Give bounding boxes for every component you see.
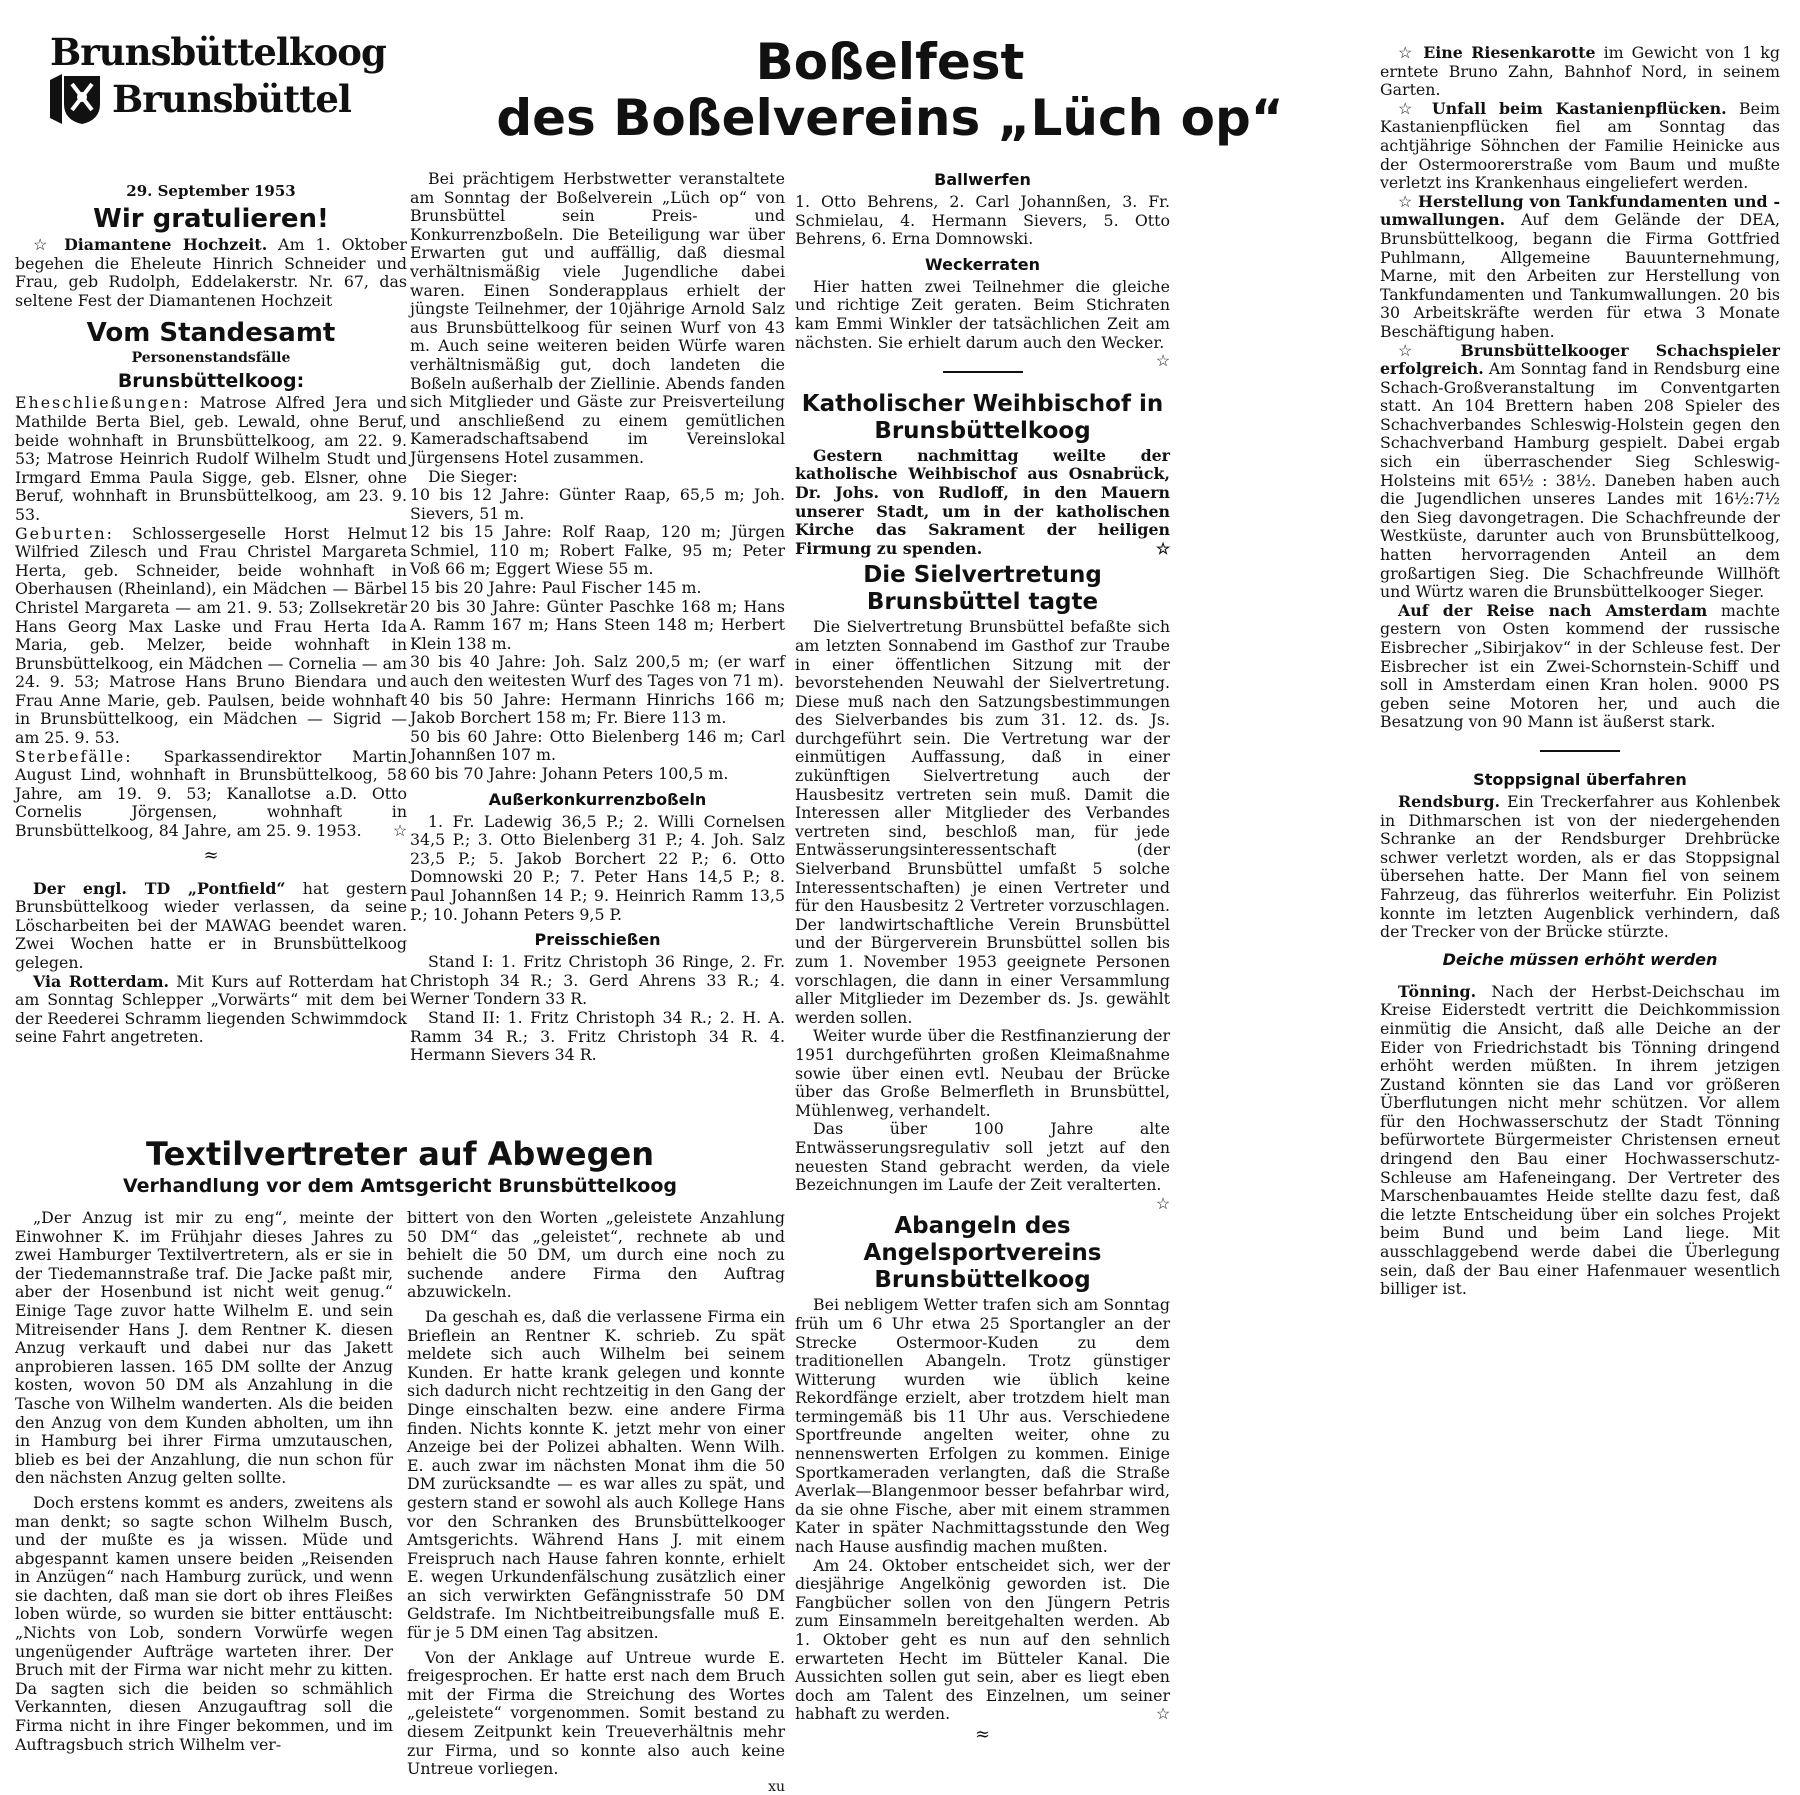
textil-subtitle: Verhandlung vor dem Amtsgericht Brunsbüttelkoog: [123, 1175, 677, 1197]
ausser-title: Außerkonkurrenzboßeln: [488, 789, 707, 809]
masthead-line2: Brunsbüttel: [112, 77, 351, 121]
gratulieren-title: Wir gratulieren!: [93, 204, 329, 234]
list-item: 50 bis 60 Jahre: Otto Bielenberg 146 m; Carl Johannßen 107 m.: [410, 726, 785, 765]
rotterdam-paragraph: Via Rotterdam. Mit Kurs auf Rotterdam hat am Sonntag Schlepper „Vorwärts“ mit dem bei der Reederei Schramm liegenden Schwimmdock seine Fahrt angetreten.: [15, 971, 407, 1047]
divider-icon: ≈: [203, 844, 219, 866]
deiche-paragraph: Tönning. Nach der Herbst-Deichschau im Kreise Eiderstedt vertritt die Deichkommission einmütig die Ansicht, daß alle Deiche an der Eider von Friedrichstadt bis Tönning dringend erhöht werden müßten. In ihrem jetzigen Zustand könnten sie das Land vor größeren Überflutungen nicht mehr schützen. Vor allem für den Hochwasserschutz der Stadt Tönning befürwortete Bürgermeister Christensen erneut dringend den Bau einer Hochwasserschutz-Schleuse am Hafeneingang. Der Vertreter des Marschenbauamtes Heide stellte dazu fest, daß die letzte Entscheidung über ein solches Projekt beim Bund und beim Land liege. Mit ausschlaggebend werde dabei die Überlegung sein, daß der Bau einer Hafenmauer wesentlich billiger ist.: [1380, 981, 1780, 1299]
list-item: 12 bis 15 Jahre: Rolf Raap, 120 m; Jürgen Schmiel, 110 m; Robert Falke, 95 m; Peter Voß 66 m; Eggert Wiese 55 m.: [410, 522, 785, 579]
list-item: 10 bis 12 Jahre: Günter Raap, 65,5 m; Joh. Sievers, 51 m.: [410, 485, 785, 523]
karotte-paragraph: ☆ Eine Riesenkarotte im Gewicht von 1 kg erntete Bruno Zahn, Bahnhof Nord, in seinem Garten.: [1380, 43, 1780, 100]
star-icon: ☆: [1155, 351, 1170, 371]
divider-rule: [1540, 750, 1620, 752]
column-4: [1380, 44, 1780, 1299]
textil-paragraph-3: bittert von den Worten „geleistete Anzahlung 50 DM“ das „geleistet“, rechnete ab und behielt die 50 DM, um durch eine noch zu suchende andere Firma den Auftrag abzuwickeln.: [407, 1208, 785, 1302]
bosselfest-intro: Bei prächtigem Herbstwetter veranstaltete am Sonntag der Boßelverein „Lüch op“ von Brunsbüttel sein Preis- und Konkurrenzboßeln. Die Beteiligung war über Erwarten gut und auffällig, daß diesmal verhältnismäßig viele Jugendliche dabei waren. Einen Sonderapplaus erhielt der jüngste Teilnehmer, der 10jährige Arnold Salz aus Brunsbüttelkoog für seinen Wurf von 43 m. Auch seine weiteren beiden Würfe waren verhältnismäßig gut, doch landeten die Boßeln außerhalb der Ziellinie. Abends fanden sich Mitglieder und Gäste zur Preisverteilung und anschließend zu einem gemütlichen Kameradschaftsabend im Vereinslokal Jürgensens Hotel zusammen.: [410, 169, 785, 467]
ball-title: Ballwerfen: [934, 170, 1031, 189]
column-1: [15, 182, 407, 1047]
issue-date: 29. September 1953: [126, 182, 296, 200]
star-icon: ☆: [1398, 43, 1416, 62]
angel-paragraph-2: Am 24. Oktober entscheidet sich, wer der diesjährige Angelkönig geworden ist. Die Fangbücher sollen von den Jüngern Petris zum Einsammeln bereitgehalten werden. Ab 1. Oktober geht es nun auf den sehnlich erwarteten Hecht im Bütteler Kanal. Die Aussichten sollen gut sein, aber es liegt eben doch am Talent des Einzelnen, um seiner habhaft zu werden. ☆: [795, 1555, 1170, 1724]
headline-line1: Boßelfest: [755, 33, 1025, 91]
star-icon: ☆: [1398, 191, 1413, 211]
headline-line2: des Boßelvereins „Lüch op“: [496, 89, 1284, 147]
main-headline: [425, 34, 1355, 146]
divider-rule: [943, 371, 1023, 373]
sieger-title: Die Sieger:: [428, 466, 518, 486]
schach-paragraph: ☆ Brunsbüttelkooger Schachspieler erfolgreich. Am Sonntag fand in Rendsburg eine Schach-Großveranstaltung im Conventgarten statt. An 104 Brettern haben 208 Spieler des Schachverbandes Schleswig-Holstein gegen den Schachverband Hamburg gespielt. Dabei ergab sich ein überraschender Sieg Schleswig-Holsteins mit 65½ : 38½. Daneben haben auch die Jugendlichen unseres Landes mit 16½:7½ den Sieg davongetragen. Die Schachfreunde der Westküste, darunter auch von Brunsbüttelkoog, hatten hervorragenden Anteil an dem großartigen Sieg. Die Schachfreunde Willhöft und Würtz waren die Brunsbüttelkooger Sieger.: [1380, 340, 1780, 602]
stand-1: Stand I: 1. Fritz Christoph 36 Ringe, 2. Fr. Christoph 34 R.; 3. Gerd Ahrens 33 R.; 4. Werner Tondern 33 R.: [410, 952, 785, 1009]
unfall-paragraph: ☆ Unfall beim Kastanienpflücken. Beim Kastanienpflücken fiel am Sonntag das achtjährige Söhnchen der Familie Heinicke aus der Ostermoorerstraße vom Baum und mußte verletzt ins Krankenhaus eingeliefert werden.: [1380, 98, 1780, 193]
wecker-title: Weckerraten: [925, 254, 1040, 274]
preis-title: Preisschießen: [534, 930, 661, 950]
tank-paragraph: ☆ Herstellung von Tankfundamenten und -umwallungen. Auf dem Gelände der DEA, Brunsbüttelkoog, begann die Firma Gottfried Puhlmann, Allgemeine Bauunternehmung, Marne, mit den Arbeiten zur Herstellung von Tankfundamenten und Tankumwallungen. 20 bis 30 Arbeitskräfte werden für etwa 3 Monate Beschäftigung haben.: [1380, 191, 1780, 341]
textil-title: Textilvertreter auf Abwegen: [146, 1135, 654, 1173]
list-item: 60 bis 70 Jahre: Johann Peters 100,5 m.: [410, 764, 729, 783]
textil-paragraph-5: Von der Anklage auf Untreue wurde E. freigesprochen. Er hatte erst nach dem Bruch mit der Firma die Streichung des Wortes „geleistete“ vorgenommen. Somit bestand zu diesem Zeitpunkt kein Treueverhältnis mehr zur Firma, und so konnte also auch keine Untreue vorliegen.: [407, 1647, 785, 1779]
star-icon: ☆: [1155, 1704, 1170, 1724]
textil-article: [15, 1135, 785, 1795]
bischof-title: Katholischer Weihbischof in Brunsbüttelkoog: [801, 390, 1164, 444]
star-icon: ☆: [392, 821, 407, 841]
standesamt-title: Vom Standesamt: [86, 318, 336, 349]
column-3: [795, 170, 1170, 1745]
list-item: 20 bis 30 Jahre: Günter Paschke 168 m; Hans A. Ramm 167 m; Hans Steen 148 m; Herbert Klein 138 m.: [410, 596, 785, 653]
angel-paragraph-1: Bei nebligem Wetter trafen sich am Sonntag früh um 6 Uhr etwa 25 Sportangler an der Strecke Ostermoor-Kuden zu dem traditionellen Abangeln. Trotz günstiger Witterung wurden wie üblich keine Rekordfänge erzielt, aber trotzdem hielt man termingemäß bis 11 Uhr aus. Verschiedene Sportfreunde angelten weiter, ohne zu nennenswerten Erfolgen zu kommen. Einige Sportkameraden verlangten, daß die Straße Averlak—Blangenmoor besser befahrbar wird, da sie ohne Fische, aber mit einem strammen Kater in später Nachmittagsstunde den Weg nach Hause ausfindig machen mußten.: [795, 1295, 1170, 1557]
divider-icon: ≈: [974, 1723, 991, 1745]
star-icon: ☆: [1155, 538, 1170, 558]
sterbefaelle: Sterbefälle: Sparkassendirektor Martin August Lind, wohnhaft in Brunsbüttelkoog, 58 Jahre, am 19. 9. 53; Kanallotse a.D. Otto Cornelis Jörgensen, wohnhaft in Brunsbüttelkoog, 84 Jahre, am 25. 9. 1953. ☆: [15, 746, 407, 841]
siel-paragraph-1: Die Sielvertretung Brunsbüttel befaßte sich am letzten Sonnabend im Gasthof zur Traube in einer öffentlichen Sitzung mit der bevorstehenden Neuwahl der Sielvertretung. Diese muß nach den Satzungsbestimmungen des Sielverbandes bis zum 31. 12. ds. Js. durchgeführt sein. Die Vertretung war der einmütigen Auffassung, daß in einer zukünftigen Sielvertretung auch der Hausbesitz vertreten sein muß. Damit die Interessen aller Mitglieder des Verbandes vertreten sind, beschloß man, für jede Entwässerungsinteressentschaft (der Sielverband Brunsbüttel umfaßt 5 solche Interessentschaften) je einen Vertreter und für den Hausbesitz 2 Vertreter vorzuschlagen. Der landwirtschaftliche Verein Brunsbüttel und der Bürgerverein Brunsbüttel sollen bis zum 1. November 1953 geeignete Personen vorschlagen, die dann in einer Versammlung aller Mitglieder im Dezember ds. Js. gewählt werden sollen.: [795, 617, 1170, 1027]
star-icon: ☆: [1155, 1193, 1170, 1213]
ausser-text: 1. Fr. Ladewig 36,5 P.; 2. Willi Cornelsen 34,5 P.; 3. Otto Bielenberg 31 P.; 4. Joh. Salz 23,5 P.; 5. Jakob Borchert 22 P.; 6. Otto Domnowski 20 P.; 7. Peter Hans 14,5 P.; 8. Paul Johannßen 14 P.; 9. Heinrich Ramm 13,5 P.; 10. Johann Peters 9,5 P.: [410, 811, 785, 924]
wecker-text: Hier hatten zwei Teilnehmer die gleiche und richtige Zeit geraten. Beim Stichraten kam Emmi Winkler der tatsächlichen Zeit am nächsten. Sie erhielt darum auch den Wecker. ☆: [795, 276, 1170, 371]
bischof-text: Gestern nachmittag weilte der katholische Weihbischof aus Osnabrück, Dr. Johs. von Rudloff, in den Mauern unserer Stadt, um in der katholischen Kirche das Sakrament der heiligen Firmung zu spenden. ☆: [795, 445, 1170, 558]
stopp-title: Stoppsignal überfahren: [1473, 769, 1687, 789]
siel-paragraph-2: Weiter wurde über die Restfinanzierung der 1951 durchgeführten großen Kleimaßnahme sowie über einen evtl. Neubau der Brücke über das Große Belmerfleth in Brunsbüttel, Mühlenweg, verhandelt.: [795, 1026, 1170, 1120]
siel-title: Die Sielvertretung Brunsbüttel tagte: [863, 562, 1102, 616]
textil-col-left: [15, 1209, 393, 1795]
siel-paragraph-3: Das über 100 Jahre alte Entwässerungsregulativ soll jetzt auf den neuesten Stand gebracht werden, da viele Bezeichnungen im Laufe der Zeit veralterten. ☆: [795, 1119, 1170, 1213]
eheschliessungen: Eheschließungen: Matrose Alfred Jera und Mathilde Berta Biel, geb. Lewald, ohne Beruf, beide wohnhaft in Brunsbüttelkoog, am 22. 9. 53; Matrose Heinrich Rudolf Wilhelm Studt und Irmgard Emma Paula Sigge, geb. Elsner, ohne Beruf, wohnhaft in Brunsbüttelkoog, am 23. 9. 53.: [15, 393, 407, 524]
star-icon: ☆: [33, 235, 54, 254]
masthead: [50, 30, 410, 124]
deiche-title: Deiche müssen erhöht werden: [1442, 949, 1718, 969]
geburten: Geburten: Schlossergeselle Horst Helmut Wilfried Zilesch und Frau Christel Margareta Herta, geb. Schneider, beide wohnhaft in Oberhausen (Rheinland), ein Mädchen — Bärbel Christel Margareta — am 21. 9. 53; Zollsekretär Hans Georg Max Laske und Frau Herta Ida Maria, geb. Melzer, beide wohnhaft in Brunsbüttelkoog, ein Mädchen — Cornelia — am 24. 9. 53; Matrose Hans Bruno Biendara und Frau Anne Marie, geb. Paulsen, beide wohnhaft in Brunsbüttelkoog, ein Mädchen — Sigrid — am 25. 9. 53.: [15, 523, 407, 748]
textil-signature: xu: [768, 1778, 785, 1795]
list-item: 15 bis 20 Jahre: Paul Fischer 145 m.: [410, 578, 702, 598]
diamant-paragraph: ☆ Diamantene Hochzeit. Am 1. Oktober begehen die Eheleute Hinrich Schneider und Frau, geb Rudolph, Eddelakerstr. Nr. 67, das seltene Fest der Diamantenen Hochzeit: [15, 235, 407, 310]
column-2: [410, 170, 785, 1065]
ball-text: 1. Otto Behrens, 2. Carl Johannßen, 3. Fr. Schmielau, 4. Hermann Sievers, 5. Otto Behrens, 6. Erna Domnowski.: [795, 192, 1170, 249]
masthead-line1: Brunsbüttelkoog: [50, 30, 386, 74]
coat-of-arms-icon: [50, 74, 106, 124]
list-item: 30 bis 40 Jahre: Joh. Salz 200,5 m; (er warf auch den weitesten Wurf des Tages von 71 m).: [410, 652, 785, 691]
star-icon: ☆: [1398, 340, 1434, 360]
standesamt-subtitle: Personenstandsfälle: [131, 350, 291, 367]
textil-paragraph-1: „Der Anzug ist mir zu eng“, meinte der Einwohner K. im Frühjahr dieses Jahres zu zwei Hamburger Textilvertretern, als er sie in der Tiedemannstraße traf. Die Jacke paßt mir, aber der Hosenbund ist nicht weit genug.“ Einige Tage zuvor hatte Wilhelm E. und sein Mitreisender Hans J. dem Rentner K. diesen Anzug verkauft und dabei nur das Jakett anprobieren lassen. 165 DM sollte der Anzug kosten, wovon 50 DM als Anzahlung in die Tasche von Wilhelm wanderten. Als die beiden den Anzug von dem Kunden abholten, um ihn in Hamburg bei ihrer Firma umzutauschen, blieb es bei der Anzahlung, die nun schon für den nächsten Anzug gelten sollte.: [15, 1208, 393, 1488]
list-item: 40 bis 50 Jahre: Hermann Hinrichs 166 m; Jakob Borchert 158 m; Fr. Biere 113 m.: [410, 689, 785, 728]
standesamt-place: Brunsbüttelkoog:: [117, 370, 305, 393]
angel-title: Abangeln des Angelsportvereins Brunsbüttelkoog: [863, 1213, 1102, 1294]
star-icon: ☆: [1398, 98, 1420, 118]
textil-paragraph-2: Doch erstens kommt es anders, zweitens als man denkt; so sagte schon Wilhelm Busch, und der mußte es ja wissen. Müde und abgespannt kamen unsere beiden „Reisenden in Anzügen“ nach Hamburg zurück, und wenn sie dachten, daß man sie dort ob ihres Fleißes loben würde, so wurden sie bitter enttäuscht: „Nichts von Lob, sondern Vorwürfe wegen ungenügender Aufträge warteten ihrer. Der Bruch mit der Firma war nicht mehr zu kitten. Da sagten sich die beiden so schmählich Verkannten, diesen Anzugauftrag soll die Firma nicht in ihre Finger bekommen, und im Auftragsbuch strich Wilhelm ver-: [15, 1492, 393, 1754]
textil-paragraph-4: Da geschah es, daß die verlassene Firma ein Brieflein an Rentner K. schrieb. Zu spät meldete sich auch Wilhelm bei seinem Kunden. Er hatte krank gelegen und konnte sich dadurch nicht rechtzeitig in den Gang der Dinge einschalten bezw. eine andere Firma finden. Nichts konnte K. jetzt mehr von einer Anzeige bei der Polizei abhalten. Wenn Wilh. E. auch zwar im nächsten Monat ihm die 50 DM zurücksandte — es war alles zu spät, und gestern stand er sowohl als auch Kollege Hans vor den Schranken des Brunsbüttelkooger Amtsgerichts. Während Hans J. mit einem Freispruch nach Hause fahren konnte, erhielt E. wegen Urkundenfälschung zusätzlich einer an sich verwirkten Gefängnisstrafe 50 DM Geldstrafe. Im Nichtbeitreibungsfalle muß E. für je 5 DM einen Tag absitzen.: [407, 1306, 785, 1643]
stopp-paragraph: Rendsburg. Ein Treckerfahrer aus Kohlenbek in Dithmarschen ist von der niedergehenden Schranke an der Rendsburger Drehbrücke schwer verletzt worden, als er das Stoppsignal übersehen hatte. Der Mann fiel von seinem Fahrzeug, das führerlos weiterfuhr. Ein Polizist konnte im letzten Augenblick verhindern, daß der Trecker von der Brücke stürzte.: [1380, 791, 1780, 942]
sieger-list: [410, 486, 785, 784]
textil-col-right: [407, 1209, 785, 1795]
pontfield-paragraph: Der engl. TD „Pontfield“ hat gestern Brunsbüttelkoog wieder verlassen, da seine Löscharbeiten bei der MAWAG beendet waren. Zwei Wochen hatte er in Brunsbüttelkoog gelegen.: [15, 878, 407, 972]
reise-paragraph: Auf der Reise nach Amsterdam machte gestern von Osten kommend der russische Eisbrecher „Sibirjakov“ in der Schleuse fest. Der Eisbrecher ist ein Zwei-Schornstein-Schiff und soll in Amsterdam einen Kran holen. 9000 PS geben seine Motoren her, und auch die Besatzung von 90 Mann ist äußerst stark.: [1380, 600, 1780, 732]
stand-2: Stand II: 1. Fritz Christoph 34 R.; 2. H. A. Ramm 34 R.; 3. Fritz Christoph 34 R. 4. Hermann Sievers 34 R.: [410, 1007, 785, 1065]
